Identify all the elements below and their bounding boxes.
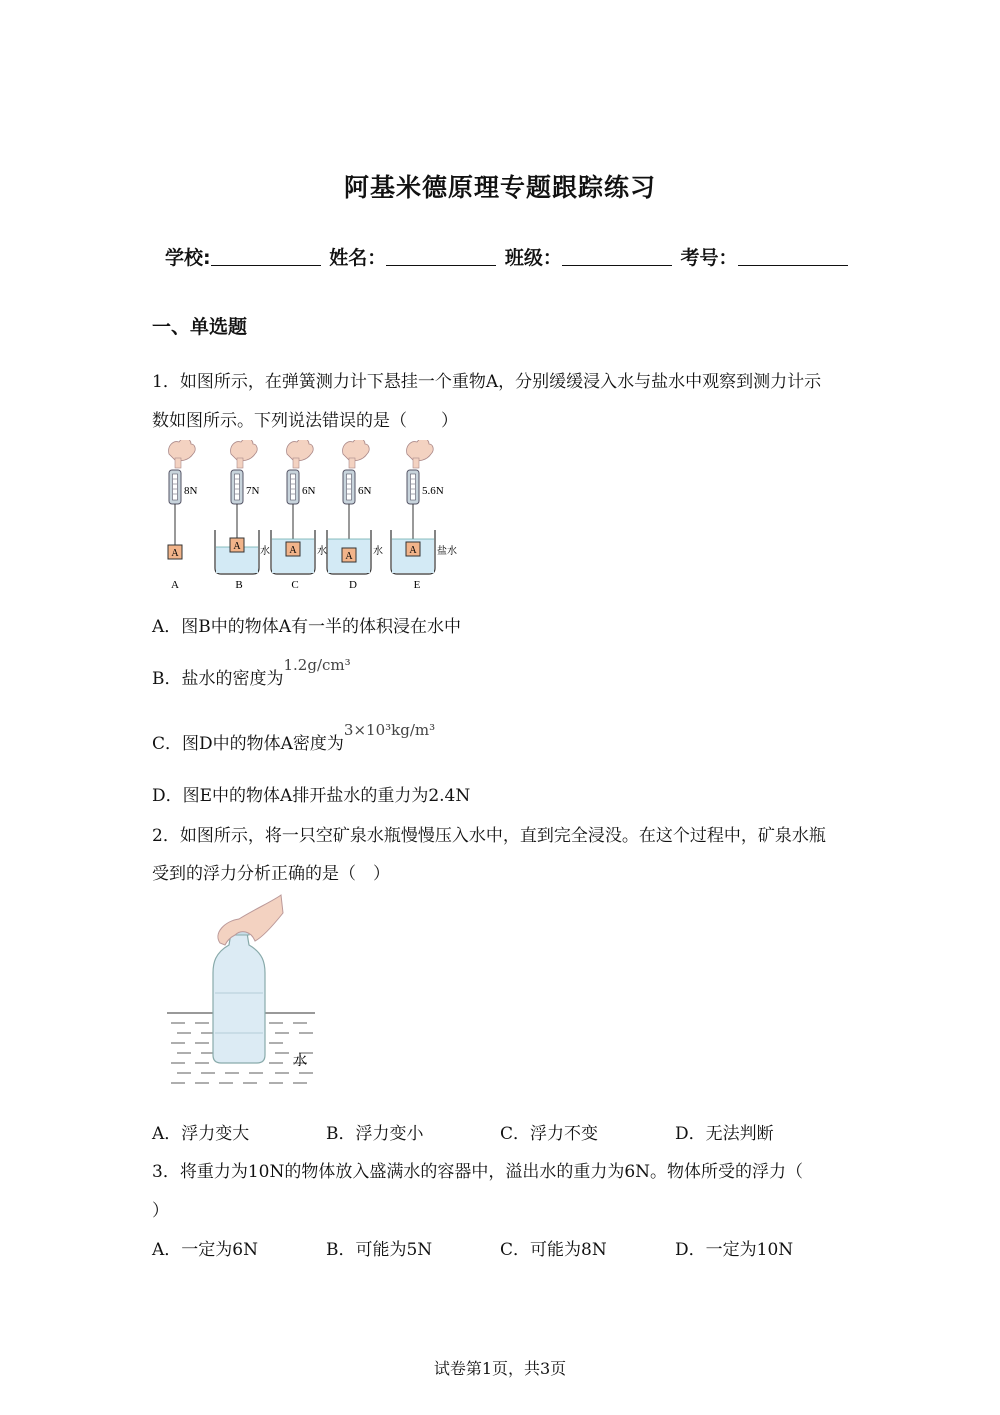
q2-option-a[interactable]: A．浮力变大 xyxy=(152,1124,250,1144)
letter-d: D xyxy=(349,579,357,591)
page-footer: 试卷第1页，共3页 xyxy=(433,1359,567,1378)
q2-water-label: 水 xyxy=(293,1054,307,1069)
block-label: A xyxy=(409,545,417,556)
setup-b xyxy=(215,440,270,591)
setup-d xyxy=(327,440,383,591)
id-label: 考号： xyxy=(680,247,738,269)
setup-e xyxy=(391,440,457,591)
setup-a xyxy=(168,440,198,591)
reading-d: 6N xyxy=(358,485,372,497)
q1-option-c-text: C．图D中的物体A密度为 xyxy=(152,734,344,754)
class-label: 班级： xyxy=(504,247,562,269)
block-label: A xyxy=(289,545,297,556)
q2-option-b[interactable]: B．浮力变小 xyxy=(326,1124,424,1144)
q1-option-d[interactable]: D．图E中的物体A排开盐水的重力为2.4N xyxy=(152,786,471,806)
q1-option-c[interactable] xyxy=(152,721,436,754)
reading-b: 7N xyxy=(246,485,260,497)
q2-line2: 受到的浮力分析正确的是（ ） xyxy=(152,864,390,884)
info-row xyxy=(165,243,850,270)
q1-option-b[interactable] xyxy=(152,656,351,689)
q2-option-c[interactable]: C．浮力不变 xyxy=(500,1124,599,1144)
q3-line1: 3．将重力为10N的物体放入盛满水的容器中，溢出水的重力为6N。物体所受的浮力（ xyxy=(152,1162,804,1182)
q1-line2: 数如图所示。下列说法错误的是（ ） xyxy=(152,411,458,431)
q2-figure xyxy=(165,893,325,1093)
letter-c: C xyxy=(291,579,299,591)
class-blank[interactable] xyxy=(562,247,672,266)
letter-b: B xyxy=(235,579,243,591)
name-label: 姓名： xyxy=(329,247,387,269)
water-label: 水 xyxy=(260,546,270,557)
reading-c: 6N xyxy=(302,485,316,497)
q3-option-a[interactable]: A．一定为6N xyxy=(152,1240,258,1260)
q3-option-b[interactable]: B．可能为5N xyxy=(326,1240,433,1260)
reading-a: 8N xyxy=(184,485,198,497)
q1-option-b-value: 1.2g/cm³ xyxy=(283,656,351,674)
q3-option-c[interactable]: C．可能为8N xyxy=(500,1240,607,1260)
page-title: 阿基米德原理专题跟踪练习 xyxy=(343,173,656,202)
q1-figure xyxy=(155,440,475,595)
q3-option-d[interactable]: D．一定为10N xyxy=(675,1240,794,1260)
reading-e: 5.6N xyxy=(422,485,444,497)
q3-line2: ） xyxy=(152,1201,169,1221)
block-label: A xyxy=(233,541,241,552)
id-blank[interactable] xyxy=(738,247,848,266)
setup-c xyxy=(271,440,327,591)
name-blank[interactable] xyxy=(386,247,496,266)
school-label: 学校: xyxy=(165,247,211,269)
section-heading: 一、单选题 xyxy=(152,316,248,338)
water-label: 水 xyxy=(373,546,383,557)
school-blank[interactable] xyxy=(211,247,321,266)
letter-e: E xyxy=(413,579,421,591)
q1-option-c-value: 3×10³kg/m³ xyxy=(343,721,436,739)
letter-a: A xyxy=(171,579,179,591)
q2-line1: 2．如图所示，将一只空矿泉水瓶慢慢压入水中，直到完全浸没。在这个过程中，矿泉水瓶 xyxy=(152,826,826,846)
block-label: A xyxy=(171,548,179,559)
q1-line1: 1．如图所示，在弹簧测力计下悬挂一个重物A，分别缓缓浸入水与盐水中观察到测力计示 xyxy=(152,372,822,392)
q1-option-a[interactable]: A．图B中的物体A有一半的体积浸在水中 xyxy=(152,617,462,637)
q2-option-d[interactable]: D．无法判断 xyxy=(675,1124,774,1144)
salt-water-label: 盐水 xyxy=(437,546,457,557)
block-label: A xyxy=(345,551,353,562)
water-label: 水 xyxy=(317,546,327,557)
q1-option-b-text: B．盐水的密度为 xyxy=(152,669,284,689)
